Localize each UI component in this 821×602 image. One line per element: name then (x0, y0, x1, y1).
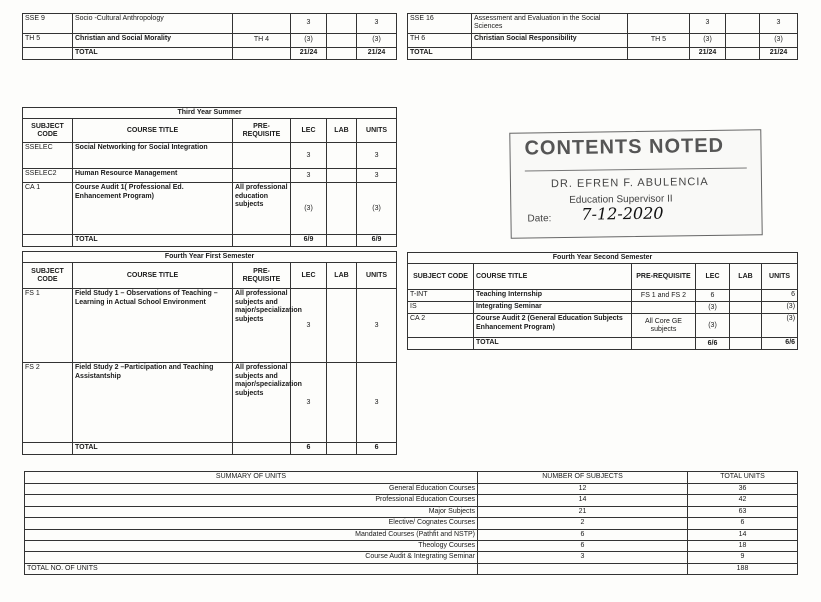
total-units: 6/6 (762, 338, 798, 350)
code-cell: IS (408, 302, 474, 314)
total-lec: 21/24 (291, 48, 327, 60)
lec-cell: (3) (696, 314, 730, 338)
header-units: UNITS (762, 264, 798, 290)
table-row (408, 314, 798, 338)
title-cell: Course Audit 1( Professional Ed. Enhancement Program) (73, 183, 233, 235)
summary-label: Major Subjects (25, 506, 478, 517)
lec-cell: 3 (291, 363, 327, 443)
code-cell: FS 1 (23, 289, 73, 363)
table-row (25, 495, 798, 506)
header-title: COURSE TITLE (73, 119, 233, 143)
units-cell: (3) (357, 183, 397, 235)
total-label: TOTAL (408, 48, 472, 60)
top-right-table (407, 13, 798, 60)
total-units: 6/9 (357, 235, 397, 246)
table-row (23, 363, 397, 443)
lec-cell: 3 (291, 289, 327, 363)
lab-cell (730, 302, 762, 314)
lec-cell: (3) (690, 34, 726, 48)
lec-cell: (3) (291, 34, 327, 48)
summary-units: 18 (688, 540, 798, 551)
summary-label: General Education Courses (25, 484, 478, 495)
header-code: SUBJECT CODE (23, 263, 73, 289)
header-row (23, 119, 397, 143)
table-row (23, 14, 397, 34)
header-row (408, 264, 798, 290)
total-label: TOTAL (73, 235, 233, 246)
summary-of-units-table (24, 471, 798, 575)
lec-cell: (3) (291, 183, 327, 235)
stamp-divider (525, 167, 747, 171)
section-caption: Fourth Year Second Semester (408, 253, 798, 264)
prereq-cell: TH 5 (628, 34, 690, 48)
total-row (23, 443, 397, 454)
lab-cell (726, 34, 760, 48)
title-cell: Assessment and Evaluation in the Social Sciences (472, 14, 628, 34)
prereq-cell (233, 169, 291, 183)
summary-label: Elective/ Cognates Courses (25, 518, 478, 529)
third-year-summer-table (22, 107, 397, 247)
summary-header-units: TOTAL UNITS (688, 472, 798, 484)
summary-label: Mandated Courses (Pathfit and NSTP) (25, 529, 478, 540)
section-caption: Fourth Year First Semester (23, 252, 397, 263)
header-lec: LEC (696, 264, 730, 290)
total-row (408, 338, 798, 350)
header-lec: LEC (291, 119, 327, 143)
lab-cell (730, 314, 762, 338)
lab-cell (327, 363, 357, 443)
table-row (23, 289, 397, 363)
lab-cell (730, 290, 762, 302)
header-prereq: PRE-REQUISITE (233, 263, 291, 289)
header-lab: LAB (327, 119, 357, 143)
lec-cell: 3 (291, 14, 327, 34)
title-cell: Field Study 2 –Participation and Teaching Assistantship (73, 363, 233, 443)
total-lec: 6/6 (696, 338, 730, 350)
total-row (23, 235, 397, 246)
total-units: 21/24 (760, 48, 798, 60)
total-lec: 21/24 (690, 48, 726, 60)
header-units: UNITS (357, 119, 397, 143)
total-row (23, 48, 397, 60)
lab-cell (726, 14, 760, 34)
summary-total-label: TOTAL NO. OF UNITS (25, 563, 478, 574)
stamp-role: Education Supervisor II (569, 193, 673, 206)
table-row (25, 552, 798, 563)
title-cell: Human Resource Management (73, 169, 233, 183)
table-row (23, 183, 397, 235)
table-row (408, 302, 798, 314)
lec-cell: 6 (696, 290, 730, 302)
total-lec: 6/9 (291, 235, 327, 246)
header-lec: LEC (291, 263, 327, 289)
header-lab: LAB (730, 264, 762, 290)
fourth-year-second-semester-table (407, 252, 798, 350)
summary-label: Course Audit & Integrating Seminar (25, 552, 478, 563)
summary-total-units: 188 (688, 563, 798, 574)
code-cell: SSELEC (23, 143, 73, 169)
lec-cell: 3 (690, 14, 726, 34)
code-cell: T-INT (408, 290, 474, 302)
prereq-cell: All professional subjects and major/specialization subjects (233, 289, 291, 363)
lab-cell (327, 183, 357, 235)
total-units: 21/24 (357, 48, 397, 60)
summary-label: Theology Courses (25, 540, 478, 551)
stamp-date-handwritten: 7-12-2020 (581, 203, 664, 224)
summary-units: 9 (688, 552, 798, 563)
code-cell: SSELEC2 (23, 169, 73, 183)
total-label: TOTAL (474, 338, 632, 350)
title-cell: Christian Social Responsibility (472, 34, 628, 48)
summary-num: 6 (478, 540, 688, 551)
summary-units: 6 (688, 518, 798, 529)
units-cell: (3) (762, 302, 798, 314)
table-row (23, 169, 397, 183)
table-row (25, 484, 798, 495)
summary-header-num: NUMBER OF SUBJECTS (478, 472, 688, 484)
title-cell: Social Networking for Social Integration (73, 143, 233, 169)
title-cell: Socio -Cultural Anthropology (73, 14, 233, 34)
header-row (23, 263, 397, 289)
table-row (25, 518, 798, 529)
prereq-cell (233, 14, 291, 34)
units-cell: 3 (357, 289, 397, 363)
units-cell: 3 (357, 169, 397, 183)
title-cell: Field Study 1 – Observations of Teaching –Learning in Actual School Environment (73, 289, 233, 363)
total-row (25, 563, 798, 574)
stamp-date-label: Date: (527, 213, 552, 225)
units-cell: (3) (357, 34, 397, 48)
units-cell: 3 (760, 14, 798, 34)
table-row (25, 540, 798, 551)
summary-num: 14 (478, 495, 688, 506)
section-caption: Third Year Summer (23, 108, 397, 119)
header-units: UNITS (357, 263, 397, 289)
table-row (23, 143, 397, 169)
code-cell: TH 6 (408, 34, 472, 48)
table-row (25, 506, 798, 517)
title-cell: Christian and Social Morality (73, 34, 233, 48)
prereq-cell: All professional education subjects (233, 183, 291, 235)
title-cell: Integrating Seminar (474, 302, 632, 314)
units-cell: (3) (762, 314, 798, 338)
table-row (408, 14, 798, 34)
contents-noted-stamp (509, 129, 762, 239)
units-cell: 3 (357, 363, 397, 443)
table-row (23, 34, 397, 48)
code-cell: CA 1 (23, 183, 73, 235)
title-cell: Course Audit 2 (General Education Subjects Enhancement Program) (474, 314, 632, 338)
units-cell: (3) (760, 34, 798, 48)
summary-units: 36 (688, 484, 798, 495)
summary-num: 6 (478, 529, 688, 540)
prereq-cell: FS 1 and FS 2 (632, 290, 696, 302)
top-left-table (22, 13, 397, 60)
title-cell: Teaching Internship (474, 290, 632, 302)
header-prereq: PRE-REQUISITE (233, 119, 291, 143)
summary-header-label: SUMMARY OF UNITS (25, 472, 478, 484)
header-title: COURSE TITLE (474, 264, 632, 290)
table-row (408, 290, 798, 302)
prereq-cell (628, 14, 690, 34)
lec-cell: (3) (696, 302, 730, 314)
prereq-cell: All Core GE subjects (632, 314, 696, 338)
header-code: SUBJECT CODE (23, 119, 73, 143)
summary-num: 12 (478, 484, 688, 495)
code-cell: TH 5 (23, 34, 73, 48)
code-cell: CA 2 (408, 314, 474, 338)
fourth-year-first-semester-table (22, 251, 397, 455)
header-row (25, 472, 798, 484)
summary-units: 14 (688, 529, 798, 540)
summary-label: Professional Education Courses (25, 495, 478, 506)
table-row (25, 529, 798, 540)
code-cell: FS 2 (23, 363, 73, 443)
lab-cell (327, 169, 357, 183)
lab-cell (327, 34, 357, 48)
lab-cell (327, 143, 357, 169)
lab-cell (327, 14, 357, 34)
total-label: TOTAL (73, 443, 233, 454)
header-title: COURSE TITLE (73, 263, 233, 289)
prereq-cell (233, 143, 291, 169)
header-code: SUBJECT CODE (408, 264, 474, 290)
stamp-title: CONTENTS NOTED (524, 134, 725, 160)
units-cell: 3 (357, 143, 397, 169)
total-units: 6 (357, 443, 397, 454)
prereq-cell: TH 4 (233, 34, 291, 48)
summary-num: 3 (478, 552, 688, 563)
total-row (408, 48, 798, 60)
summary-units: 63 (688, 506, 798, 517)
lab-cell (327, 289, 357, 363)
table-row (408, 34, 798, 48)
lec-cell: 3 (291, 143, 327, 169)
code-cell: SSE 9 (23, 14, 73, 34)
total-label: TOTAL (73, 48, 233, 60)
lec-cell: 3 (291, 169, 327, 183)
units-cell: 3 (357, 14, 397, 34)
stamp-name: DR. EFREN F. ABULENCIA (550, 175, 709, 191)
code-cell: SSE 16 (408, 14, 472, 34)
units-cell: 6 (762, 290, 798, 302)
summary-units: 42 (688, 495, 798, 506)
summary-num: 2 (478, 518, 688, 529)
total-lec: 6 (291, 443, 327, 454)
prereq-cell: All professional subjects and major/specialization subjects (233, 363, 291, 443)
prereq-cell (632, 302, 696, 314)
header-lab: LAB (327, 263, 357, 289)
header-prereq: PRE-REQUISITE (632, 264, 696, 290)
summary-num: 21 (478, 506, 688, 517)
